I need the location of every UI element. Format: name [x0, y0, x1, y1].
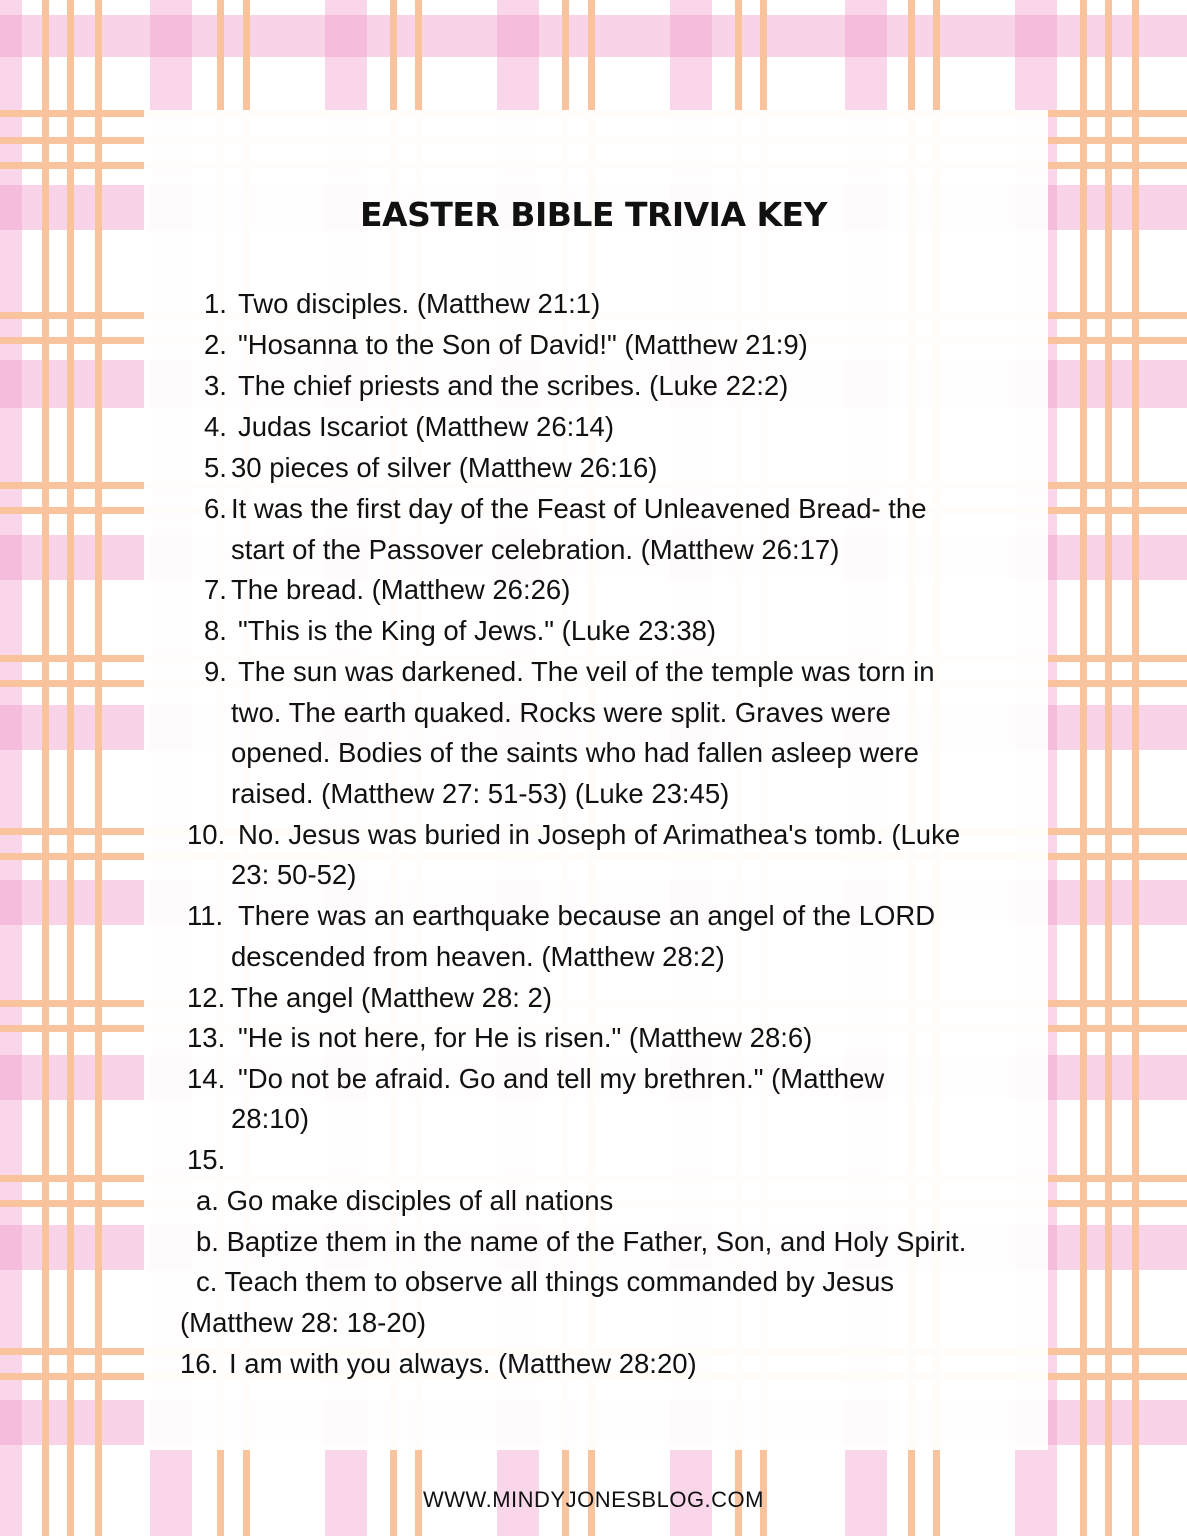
- answer-text: "This is the King of Jews." (Luke 23:38): [238, 615, 717, 646]
- answer-text: The bread. (Matthew 26:26): [231, 574, 571, 605]
- answer-number: 6.: [204, 493, 227, 524]
- answer-text: "Hosanna to the Son of David!" (Matthew 21:9): [238, 329, 808, 360]
- answer-text: raised. (Matthew 27: 51-53) (Luke 23:45): [231, 778, 730, 809]
- answer-text: start of the Passover celebration. (Matthew 26:17): [231, 534, 840, 565]
- answer-text: 30 pieces of silver (Matthew 26:16): [231, 452, 658, 483]
- answer-number: 13.: [187, 1022, 226, 1053]
- answer-number: 8.: [204, 615, 227, 646]
- answer-text: There was an earthquake because an angel of the LORD: [238, 900, 936, 931]
- answer-text: Judas Iscariot (Matthew 26:14): [238, 411, 615, 442]
- answer-number: 9.: [204, 656, 227, 687]
- answer-number: 7.: [204, 574, 227, 605]
- answer-number: 4.: [204, 411, 227, 442]
- answer-number: 12.: [187, 982, 226, 1013]
- answer-text: 28:10): [231, 1103, 309, 1134]
- answer-number: 2.: [204, 329, 227, 360]
- answer-text: I am with you always. (Matthew 28:20): [229, 1348, 697, 1379]
- answer-number: 16.: [180, 1348, 219, 1379]
- answer-text: The chief priests and the scribes. (Luke 22:2): [238, 370, 789, 401]
- answer-number: 11.: [187, 900, 224, 931]
- answer-number: 15.: [187, 1144, 226, 1175]
- answer-text: b. Baptize them in the name of the Father, Son, and Holy Spirit.: [196, 1226, 967, 1257]
- answer-text: descended from heaven. (Matthew 28:2): [231, 941, 725, 972]
- answer-text: The sun was darkened. The veil of the temple was torn in: [238, 656, 935, 687]
- answer-number: 1.: [204, 288, 227, 319]
- answer-text: "He is not here, for He is risen." (Matthew 28:6): [238, 1022, 813, 1053]
- answer-text: two. The earth quaked. Rocks were split. Graves were: [231, 697, 891, 728]
- answer-number: 14.: [187, 1063, 226, 1094]
- footer-url: WWW.MINDYJONESBLOG.COM: [423, 1487, 764, 1512]
- answer-text: 23: 50-52): [231, 859, 357, 890]
- answer-text: "Do not be afraid. Go and tell my brethren." (Matthew: [238, 1063, 885, 1094]
- page-title: EASTER BIBLE TRIVIA KEY: [360, 195, 827, 234]
- answer-text: No. Jesus was buried in Joseph of Arimathea's tomb. (Luke: [238, 819, 961, 850]
- answer-text: a. Go make disciples of all nations: [196, 1185, 614, 1216]
- answer-number: 3.: [204, 370, 227, 401]
- answer-text: Two disciples. (Matthew 21:1): [238, 288, 601, 319]
- answer-number: 5.: [204, 452, 227, 483]
- answer-number: 10.: [187, 819, 226, 850]
- answer-text: c. Teach them to observe all things commanded by Jesus: [196, 1266, 895, 1297]
- answer-text: (Matthew 28: 18-20): [180, 1307, 427, 1338]
- answer-text: It was the first day of the Feast of Unleavened Bread- the: [231, 493, 927, 524]
- answer-text: The angel (Matthew 28: 2): [231, 982, 553, 1013]
- answer-text: opened. Bodies of the saints who had fallen asleep were: [231, 737, 919, 768]
